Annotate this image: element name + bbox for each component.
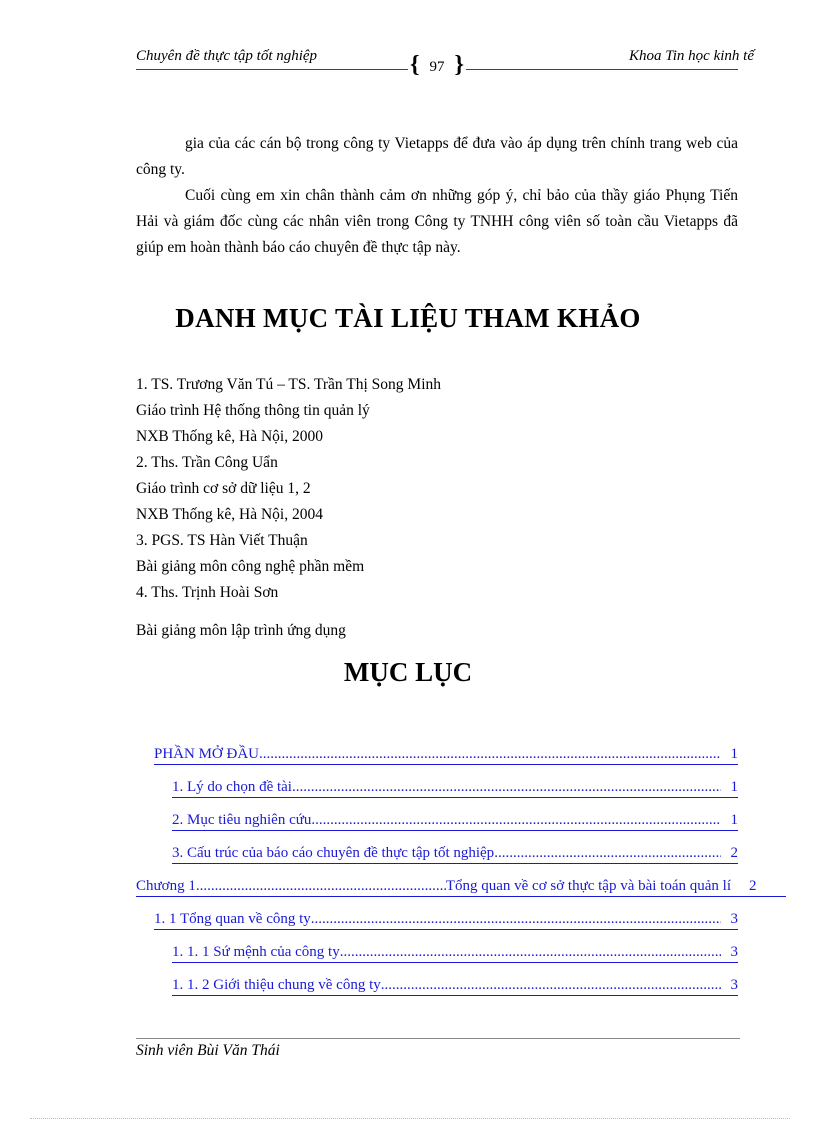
toc-entry-label: PHẦN MỞ ĐẦU (154, 746, 260, 762)
header-rule-right (466, 69, 738, 70)
bracket-left-icon: { (410, 52, 420, 78)
toc-entry-label: 1. Lý do chọn đề tài (172, 779, 292, 795)
toc-entry-label: 3. Cấu trúc của báo cáo chuyên đề thực tập tốt nghiệp (172, 845, 495, 861)
body-paragraph-2: Cuối cùng em xin chân thành cảm ơn những góp ý, chỉ bảo của thầy giáo Phụng Tiến Hải và giám đốc cùng các nhân viên trong Công ty TNHH công viên số toàn cầu Vietapps đã giúp em hoàn thành báo cáo chuyên đề thực tập này. (136, 187, 738, 256)
reference-line-last: Bài giảng môn lập trình ứng dụng (136, 622, 346, 639)
references-title: DANH MỤC TÀI LIỆU THAM KHẢO (175, 303, 641, 333)
toc-leader (311, 909, 721, 929)
toc-entry-label: Chương 1 (136, 878, 196, 894)
toc-entry-label: 1. 1. 1 Sứ mệnh của công ty (172, 944, 340, 960)
toc-leader (494, 843, 720, 863)
reference-line: 4. Ths. Trịnh Hoài Sơn (136, 584, 279, 601)
toc-entry-page: 1 (730, 746, 738, 762)
toc-entry-cau-truc[interactable] (172, 843, 738, 864)
reference-line: 3. PGS. TS Hàn Viết Thuận (136, 532, 308, 549)
header-left: Chuyên đề thực tập tốt nghiệp (136, 48, 318, 64)
toc-leader (196, 876, 446, 896)
bracket-right-icon: } (454, 52, 464, 78)
reference-line: 1. TS. Trương Văn Tú – TS. Trần Thị Song Minh (136, 376, 442, 393)
toc-entry-page: 2 (749, 878, 757, 894)
toc-entry-page: 1 (730, 812, 738, 828)
toc-entry-su-menh[interactable] (172, 942, 738, 963)
reference-line: Giáo trình Hệ thống thông tin quản lý (136, 402, 370, 419)
toc-entry-muc-tieu[interactable] (172, 810, 738, 831)
toc-entry-page: 1 (730, 779, 738, 795)
reference-line: NXB Thống kê, Hà Nội, 2000 (136, 428, 323, 445)
reference-line: NXB Thống kê, Hà Nội, 2004 (136, 506, 323, 523)
toc-entry-chuong-1[interactable] (136, 876, 786, 897)
toc-leader (311, 810, 720, 830)
toc-entry-label: 1. 1 Tổng quan về công ty (154, 911, 311, 927)
reference-line: 2. Ths. Trần Công Uẩn (136, 454, 278, 471)
toc-leader (292, 777, 721, 797)
toc-entry-tong-quan-cong-ty[interactable] (154, 909, 738, 930)
toc-title: MỤC LỤC (343, 657, 473, 687)
page-edge-divider (30, 1118, 790, 1119)
references-list (136, 372, 696, 606)
toc-entry-page: 3 (730, 977, 738, 993)
page-number-box (410, 52, 464, 80)
toc-entry-ly-do[interactable] (172, 777, 738, 798)
toc-leader (381, 975, 721, 995)
toc-leader (259, 744, 720, 764)
toc-entry-page: 3 (730, 911, 738, 927)
page-number: 97 (429, 59, 445, 75)
toc-entry-label: 2. Mục tiêu nghiên cứu (172, 812, 312, 828)
body-paragraph-1: gia của các cán bộ trong công ty Vietapps để đưa vào áp dụng trên chính trang web của công ty. (136, 135, 738, 178)
toc-entry-page: 2 (730, 845, 738, 861)
toc-entry-page: 3 (730, 944, 738, 960)
reference-line: Bài giảng môn công nghệ phần mềm (136, 558, 365, 575)
footer-text: Sinh viên Bùi Văn Thái (136, 1042, 280, 1059)
header-rule-left (136, 69, 408, 70)
footer-rule (136, 1038, 740, 1039)
header-right: Khoa Tin học kinh tế (629, 48, 754, 64)
toc-entry-label-2: Tổng quan về cơ sở thực tập và bài toán quản lí (445, 878, 731, 894)
toc-entry-phan-mo-dau[interactable] (154, 744, 738, 765)
toc-leader (340, 942, 721, 962)
toc-entry-gioi-thieu[interactable] (172, 975, 738, 996)
reference-line: Giáo trình cơ sở dữ liệu 1, 2 (136, 480, 311, 497)
toc-entry-label: 1. 1. 2 Giới thiệu chung về công ty (172, 977, 381, 993)
